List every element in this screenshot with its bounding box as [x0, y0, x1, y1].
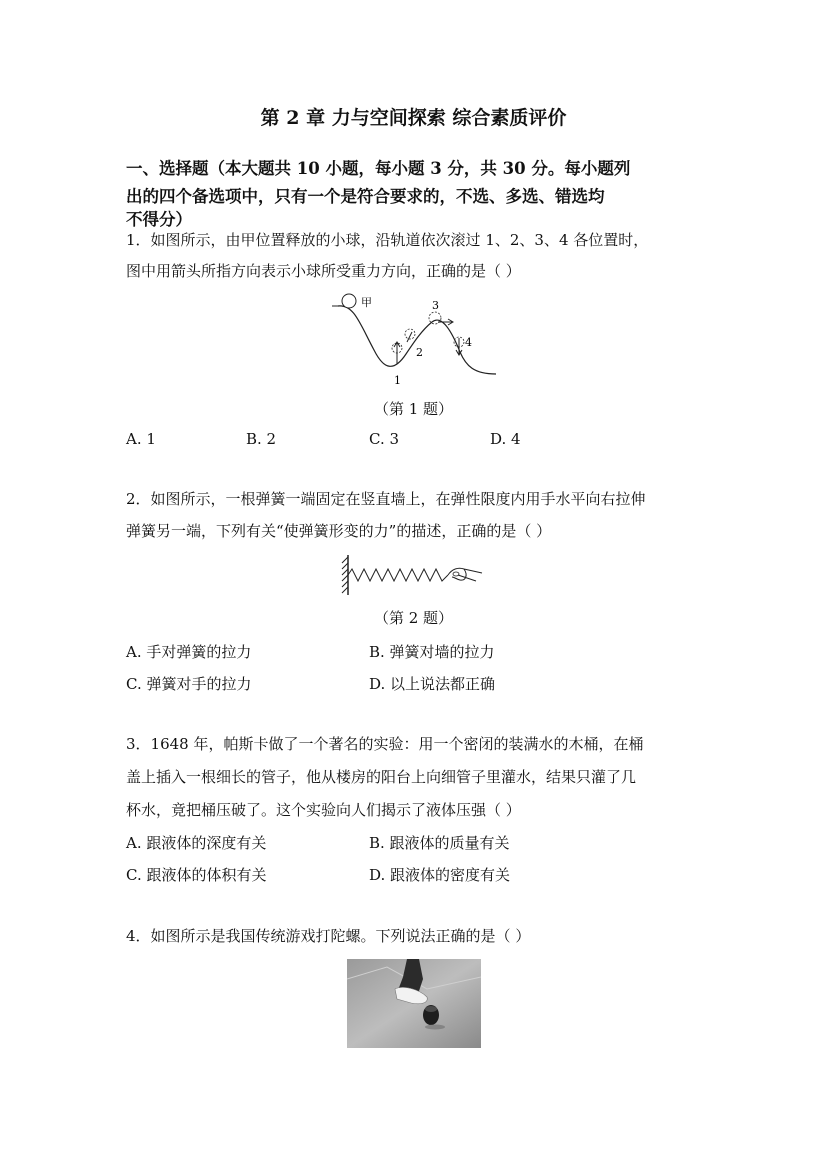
page-title: 第 2 章 力与空间探索 综合素质评价	[260, 107, 567, 129]
ball-position-2	[405, 329, 415, 339]
q2-stem-line-1: 2．如图所示，一根弹簧一端固定在竖直墙上，在弹性限度内用手水平向右拉伸	[126, 490, 646, 508]
q2-option-d: D. 以上说法都正确	[369, 675, 496, 693]
label-2: 2	[416, 346, 423, 359]
label-1: 1	[394, 374, 401, 387]
q3-option-a: A. 跟液体的深度有关	[126, 834, 267, 852]
q1-option-d: D. 4	[490, 430, 521, 448]
q3-option-b: B. 跟液体的质量有关	[369, 834, 510, 852]
label-3: 3	[432, 299, 439, 312]
q1-caption: （第 1 题）	[373, 400, 454, 418]
q1-option-c: C. 3	[369, 430, 400, 448]
q1-track-figure	[328, 292, 500, 387]
q2-option-a: A. 手对弹簧的拉力	[126, 643, 252, 661]
q2-spring-figure	[340, 553, 490, 598]
q2-stem-line-2: 弹簧另一端，下列有关“使弹簧形变的力”的描述，正确的是（ ）	[126, 522, 552, 540]
ball-start	[342, 294, 356, 308]
label-jia: 甲	[361, 296, 372, 309]
q1-stem-line-2: 图中用箭头所指方向表示小球所受重力方向，正确的是（ ）	[126, 262, 521, 280]
track-curve	[338, 306, 496, 374]
q4-top-photo	[347, 959, 481, 1048]
q1-option-b: B. 2	[246, 430, 277, 448]
q3-option-d: D. 跟液体的密度有关	[369, 866, 511, 884]
spring	[348, 569, 448, 581]
section-heading-line-2: 出的四个备选项中，只有一个是符合要求的，不选、多选、错选均	[126, 187, 605, 206]
arrow-2	[407, 332, 412, 342]
section-heading-line-1: 一、选择题（本大题共 10 小题，每小题 3 分，共 30 分。每小题列	[126, 159, 631, 178]
q2-option-b: B. 弹簧对墙的拉力	[369, 643, 495, 661]
q2-option-c: C. 弹簧对手的拉力	[126, 675, 252, 693]
q3-stem-line-2: 盖上插入一根细长的管子，他从楼房的阳台上向细管子里灌水，结果只灌了几	[126, 768, 637, 786]
label-4: 4	[465, 336, 472, 349]
section-heading-line-3: 不得分）	[126, 210, 192, 229]
q4-stem-line-1: 4．如图所示是我国传统游戏打陀螺。下列说法正确的是（ ）	[126, 927, 531, 945]
q1-option-a: A. 1	[126, 430, 156, 448]
q3-option-c: C. 跟液体的体积有关	[126, 866, 267, 884]
q1-stem-line-1: 1．如图所示，由甲位置释放的小球，沿轨道依次滚过 1、2、3、4 各位置时，	[126, 231, 649, 249]
q2-caption: （第 2 题）	[373, 609, 454, 627]
q3-stem-line-3: 杯水，竟把桶压破了。这个实验向人们揭示了液体压强（ ）	[126, 801, 521, 819]
q3-stem-line-1: 3．1648 年，帕斯卡做了一个著名的实验：用一个密闭的装满水的木桶，在桶	[126, 735, 644, 753]
